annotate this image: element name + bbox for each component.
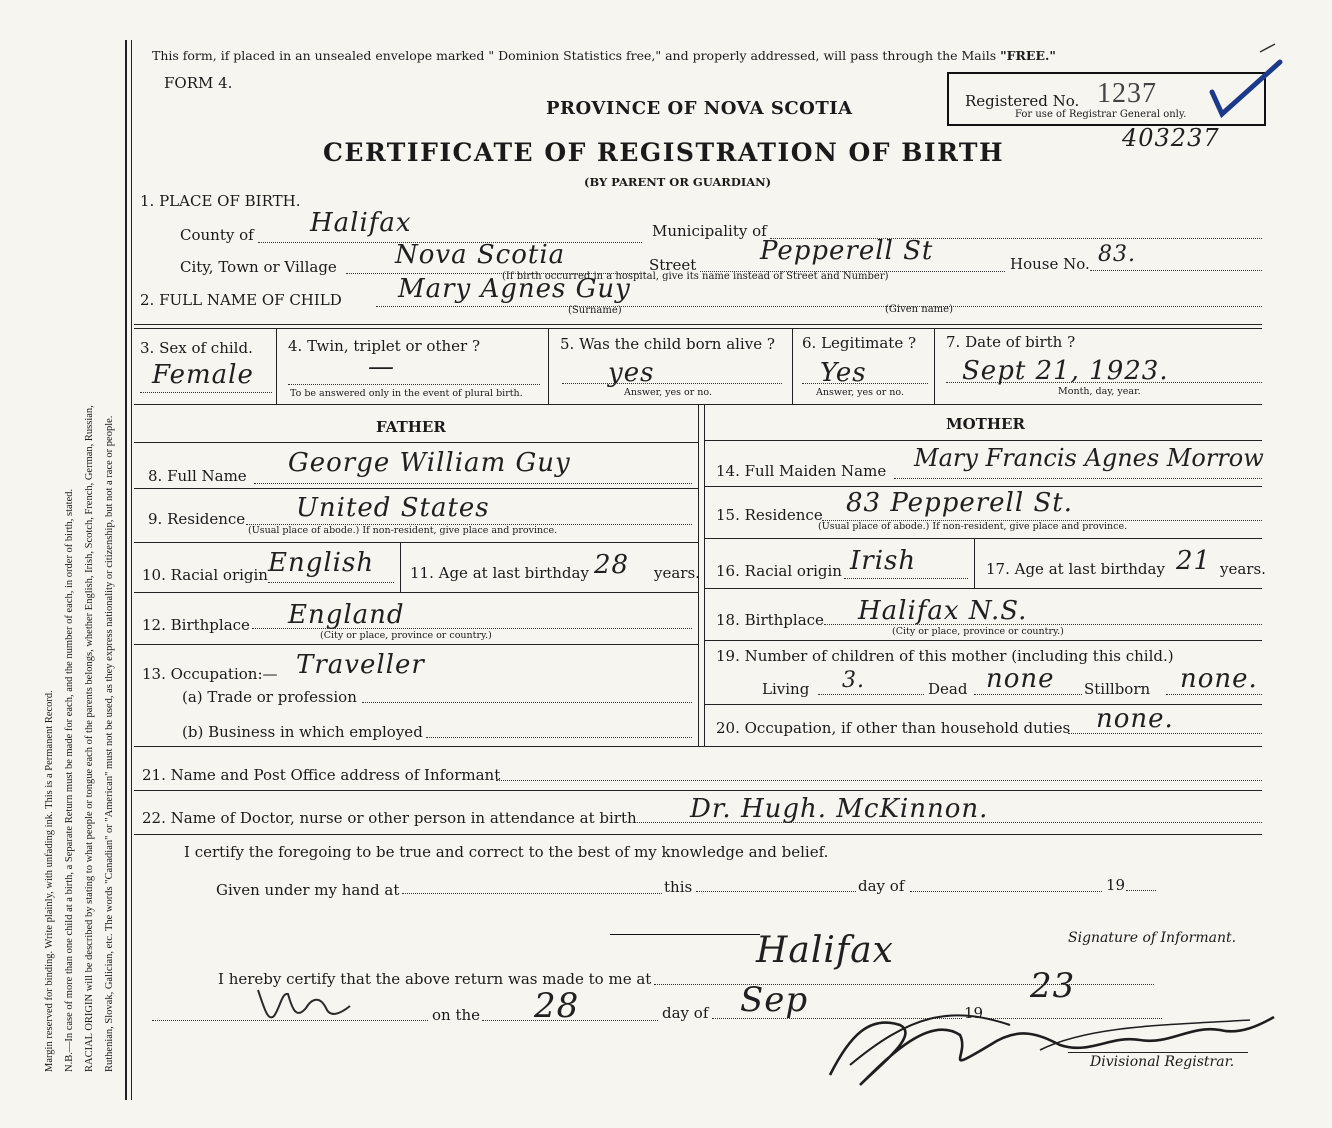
father-name-value: George William Guy	[288, 448, 571, 478]
sex-line	[140, 392, 272, 393]
registrar-place-line	[152, 1020, 428, 1021]
margin-note-multiple-birth: N.B.—In case of more than one child at a birth, a Separate Return must be made for each, and the number of each, in order of birth, stated.	[64, 488, 75, 1072]
mother-col-divider	[974, 538, 975, 588]
hospital-note: (If birth occurred in a hospital, give its name instead of Street and Number)	[502, 271, 889, 282]
legit-line	[802, 383, 928, 384]
day-of-label-2: day of	[662, 1004, 709, 1022]
mail-notice	[152, 48, 1056, 63]
alive-line	[562, 383, 782, 384]
year-prefix-2: 19	[964, 1004, 984, 1022]
year-prefix: 19	[1106, 876, 1126, 894]
this-label: this	[664, 878, 693, 896]
informant-label: 21. Name and Post Office address of Informant	[142, 766, 501, 784]
county-value: Halifax	[310, 208, 412, 238]
father-residence-value: United States	[296, 493, 490, 523]
mother-children-label: 19. Number of children of this mother (including this child.)	[716, 647, 1174, 665]
father-heading: FATHER	[376, 418, 446, 436]
father-business-label: (b) Business in which employed	[182, 723, 423, 741]
hereby-place-line	[654, 984, 1154, 985]
mother-birthplace-note: (City or place, province or country.)	[892, 626, 1064, 637]
col-divider-sex	[276, 328, 277, 404]
father-age-unit: years.	[654, 564, 700, 582]
mother-heading-rule	[704, 440, 1262, 441]
stillborn-value: none.	[1180, 664, 1258, 694]
father-racial-value: English	[268, 548, 375, 578]
col-divider-legit	[934, 328, 935, 404]
given-label: Given under my hand at	[216, 881, 400, 899]
divisional-registrar-label: Divisional Registrar.	[1090, 1054, 1235, 1070]
dead-line	[974, 694, 1082, 695]
mother-occupation-label: 20. Occupation, if other than household duties	[716, 719, 1071, 737]
on-the-day-value: 28	[534, 986, 580, 1026]
hereby-place-value: Halifax	[756, 930, 894, 971]
mother-birthplace-value: Halifax N.S.	[858, 596, 1028, 626]
dead-value: none	[986, 664, 1055, 694]
father-trade-label: (a) Trade or profession	[182, 688, 357, 706]
alive-label: 5. Was the child born alive ?	[560, 335, 775, 353]
father-birthplace-label: 12. Birthplace	[142, 616, 250, 634]
mail-notice-text: This form, if placed in an unsealed envelope marked " Dominion Statistics free," and properly addressed, will pass through the Mails	[152, 48, 997, 63]
municipality-label: Municipality of	[652, 222, 767, 240]
given-name-note: (Given name)	[885, 304, 953, 315]
dob-note: Month, day, year.	[1058, 386, 1141, 397]
father-name-line	[254, 483, 692, 484]
father-col-divider	[400, 542, 401, 592]
father-occupation-label: 13. Occupation:—	[142, 665, 278, 683]
city-label: City, Town or Village	[180, 258, 337, 276]
father-racial-label: 10. Racial origin	[142, 566, 268, 584]
father-rule-2	[134, 542, 698, 543]
mother-residence-label: 15. Residence	[716, 506, 823, 524]
alive-note: Answer, yes or no.	[624, 387, 713, 398]
given-place-line	[402, 893, 662, 894]
street-value: Pepperell St	[760, 236, 934, 266]
child-name-line	[376, 306, 1262, 307]
legit-note: Answer, yes or no.	[816, 387, 905, 398]
mother-name-label: 14. Full Maiden Name	[716, 462, 887, 480]
house-value: 83.	[1098, 242, 1136, 267]
father-birthplace-note: (City or place, province or country.)	[320, 630, 492, 641]
mother-age-label: 17. Age at last birthday	[986, 560, 1165, 578]
mother-rule-1	[704, 486, 1262, 487]
father-name-label: 8. Full Name	[148, 467, 247, 485]
twin-line	[288, 384, 540, 385]
rule-informant-top	[134, 746, 1262, 747]
stillborn-label: Stillborn	[1084, 680, 1151, 698]
mail-free-text: "FREE."	[1000, 48, 1056, 63]
mother-racial-label: 16. Racial origin	[716, 562, 842, 580]
handwritten-number: 403237	[1122, 124, 1220, 152]
margin-rule-outer	[125, 40, 127, 1100]
child-name-label: 2. FULL NAME OF CHILD	[140, 291, 342, 309]
mother-rule-3	[704, 588, 1262, 589]
rule-row3-top	[134, 324, 1262, 325]
margin-note-racial-origin-2: Ruthenian, Slovak, Galician, etc. The words "Canadian" or "American" must not be used, as they express nationality or citizenship, but not a race or people.	[104, 415, 115, 1072]
child-name-value: Mary Agnes Guy	[398, 274, 631, 304]
year-line	[1126, 890, 1156, 891]
living-line	[818, 694, 924, 695]
mother-racial-line	[844, 578, 968, 579]
mother-residence-note: (Usual place of abode.) If non-resident, give place and province.	[818, 521, 1128, 532]
rule-row3-top-2	[134, 328, 1262, 329]
father-residence-label: 9. Residence	[148, 510, 246, 528]
father-heading-rule	[134, 442, 698, 443]
mother-birthplace-label: 18. Birthplace	[716, 611, 824, 629]
legit-label: 6. Legitimate ?	[802, 334, 917, 352]
stillborn-line	[1166, 694, 1262, 695]
mother-heading: MOTHER	[946, 415, 1025, 433]
registered-value: 1237	[1097, 78, 1157, 109]
registrar-note: For use of Registrar General only.	[1015, 109, 1187, 120]
mother-occupation-value: none.	[1096, 704, 1174, 734]
dob-label: 7. Date of birth ?	[946, 333, 1076, 351]
mother-rule-5	[704, 704, 1262, 705]
father-rule-3	[134, 592, 698, 593]
margin-rule-inner	[131, 40, 132, 1100]
certify-text: I certify the foregoing to be true and correct to the best of my knowledge and belief.	[184, 843, 829, 861]
col-divider-alive	[792, 328, 793, 404]
house-label: House No.	[1010, 255, 1090, 273]
father-birthplace-value: England	[288, 600, 405, 630]
mother-age-value: 21	[1176, 546, 1212, 576]
mother-name-value: Mary Francis Agnes Morrow	[914, 444, 1264, 472]
certificate-title: CERTIFICATE OF REGISTRATION OF BIRTH	[323, 138, 1005, 167]
father-age-value: 28	[594, 550, 630, 580]
month-line	[910, 891, 1102, 892]
mother-rule-2	[704, 538, 1262, 539]
mother-rule-4	[704, 640, 1262, 641]
form-number: FORM 4.	[164, 74, 233, 92]
dob-line	[946, 382, 1262, 383]
street-label: Street	[649, 256, 697, 274]
sex-value: Female	[152, 360, 254, 390]
father-business-line	[426, 737, 692, 738]
city-value: Nova Scotia	[395, 240, 566, 270]
this-day-line	[696, 891, 856, 892]
col-divider-twin	[548, 328, 549, 404]
twin-note: To be answered only in the event of plural birth.	[290, 388, 523, 399]
divisional-registrar-line	[1068, 1052, 1248, 1053]
registrar-signature-image	[790, 995, 1290, 1095]
province-heading: PROVINCE OF NOVA SCOTIA	[546, 98, 853, 119]
doctor-value: Dr. Hugh. McKinnon.	[690, 794, 989, 824]
rule-certify-top	[134, 834, 1262, 835]
living-value: 3.	[842, 668, 865, 693]
certificate-subtitle: (BY PARENT OR GUARDIAN)	[584, 175, 772, 189]
doctor-label: 22. Name of Doctor, nurse or other person in attendance at birth	[142, 809, 637, 827]
father-trade-line	[362, 702, 692, 703]
father-rule-4	[134, 644, 698, 645]
father-occupation-value: Traveller	[296, 650, 425, 680]
mother-name-line	[894, 478, 1262, 479]
legit-value: Yes	[820, 358, 867, 388]
dead-label: Dead	[928, 680, 968, 698]
rule-doctor-top	[134, 790, 1262, 791]
registered-label: Registered No.	[965, 92, 1080, 110]
margin-note-racial-origin-1: RACIAL ORIGIN will be described by stating to what people or tongue each of the parents belongs, whether English, Irish, Scotch, French, German, Russian,	[84, 405, 95, 1072]
informant-signature-label: Signature of Informant.	[1068, 930, 1237, 946]
father-residence-note: (Usual place of abode.) If non-resident, give place and province.	[248, 525, 558, 536]
hereby-text: I hereby certify that the above return was made to me at	[218, 970, 652, 988]
dob-value: Sept 21, 1923.	[962, 356, 1169, 386]
twin-label: 4. Twin, triplet or other ?	[288, 337, 480, 355]
on-the-label: on the	[432, 1006, 481, 1024]
place-of-birth-label: 1. PLACE OF BIRTH.	[140, 192, 301, 210]
registrar-year-value: 23	[1030, 966, 1076, 1006]
father-racial-line	[268, 582, 394, 583]
county-label: County of	[180, 226, 254, 244]
twin-value: —	[368, 352, 395, 382]
alive-value: yes	[608, 358, 655, 388]
house-line	[1090, 270, 1262, 271]
sex-label: 3. Sex of child.	[140, 339, 253, 357]
mother-age-unit: years.	[1220, 560, 1266, 578]
father-rule-1	[134, 488, 698, 489]
surname-note: (Surname)	[568, 305, 622, 316]
informant-line	[496, 780, 1262, 781]
registrar-month-value: Sep	[740, 980, 809, 1020]
margin-note-binding: Margin reserved for binding. Write plainly, with unfading ink. This is a Permanent Record.	[44, 690, 55, 1072]
day-of-label: day of	[858, 877, 905, 895]
check-mark-icon	[1200, 32, 1290, 122]
informant-signature-line	[610, 934, 760, 935]
parents-divider-2	[704, 404, 705, 746]
mother-racial-value: Irish	[850, 546, 917, 576]
father-age-label: 11. Age at last birthday	[410, 564, 589, 582]
mother-residence-value: 83 Pepperell St.	[846, 488, 1073, 518]
living-label: Living	[762, 680, 810, 698]
